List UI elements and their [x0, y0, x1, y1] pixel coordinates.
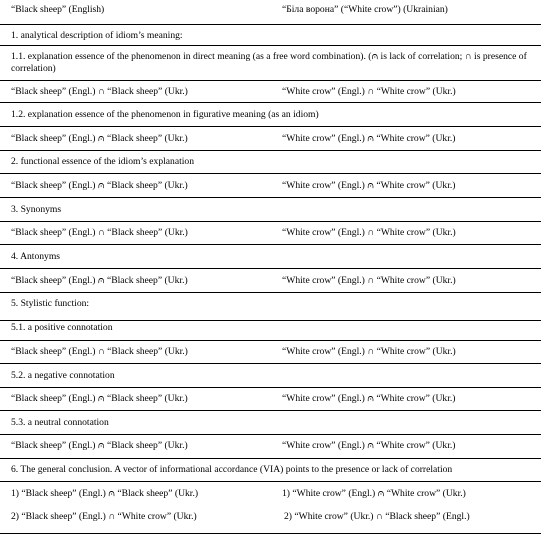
rule — [0, 292, 541, 293]
rule — [0, 197, 541, 198]
section-5-2-heading: 5.2. a negative connotation — [11, 370, 115, 381]
conclusion-1-left: 1) “Black sheep” (Engl.) ⩀ “Black sheep” (Ukr.) — [11, 488, 199, 499]
section-5-1-heading: 5.1. a positive connotation — [11, 322, 113, 333]
section-5-heading: 5. Stylistic function: — [11, 298, 90, 309]
rule — [0, 173, 541, 174]
rule — [0, 80, 541, 81]
row-1-2-left: “Black sheep” (Engl.) ⩀ “Black sheep” (Ukr.) — [11, 133, 188, 144]
row-5-1-left: “Black sheep” (Engl.) ∩ “Black sheep” (Ukr.) — [11, 346, 188, 357]
row-2-left: “Black sheep” (Engl.) ⩀ “Black sheep” (Ukr.) — [11, 180, 188, 191]
section-4-heading: 4. Antonyms — [11, 251, 61, 262]
section-1-heading: 1. analytical description of idiom’s meaning: — [11, 30, 183, 41]
rule — [0, 150, 541, 151]
conclusion-2-right: 2) “White crow” (Ukr.) ∩ “Black sheep” (Engl.) — [284, 511, 470, 522]
rule — [0, 387, 541, 388]
row-4-right: “White crow” (Engl.) ∩ “White crow” (Ukr.) — [282, 275, 456, 286]
rule — [0, 481, 541, 482]
rule — [0, 320, 541, 321]
rule — [0, 434, 541, 435]
row-5-3-right: “White crow” (Engl.) ⩀ “White crow” (Ukr.) — [282, 440, 456, 451]
section-3-heading: 3. Synonyms — [11, 204, 62, 215]
rule — [0, 533, 541, 534]
section-5-3-heading: 5.3. a neutral connotation — [11, 417, 109, 428]
conclusion-1-right: 1) “White crow” (Engl.) ⩀ “White crow” (Ukr.) — [282, 488, 466, 499]
conclusion-2-left: 2) “Black sheep” (Engl.) ∩ “White crow” (Ukr.) — [11, 511, 197, 522]
rule — [0, 102, 541, 103]
row-1-1-right: “White crow” (Engl.) ∩ “White crow” (Ukr.) — [282, 86, 456, 97]
row-5-2-right: “White crow” (Engl.) ⩀ “White crow” (Ukr.) — [282, 393, 456, 404]
row-3-left: “Black sheep” (Engl.) ∩ “Black sheep” (Ukr.) — [11, 227, 188, 238]
row-5-3-left: “Black sheep” (Engl.) ⩀ “Black sheep” (Ukr.) — [11, 440, 188, 451]
row-1-1-left: “Black sheep” (Engl.) ∩ “Black sheep” (Ukr.) — [11, 86, 188, 97]
row-5-2-left: “Black sheep” (Engl.) ⩀ “Black sheep” (Ukr.) — [11, 393, 188, 404]
row-4-left: “Black sheep” (Engl.) ⩀ “Black sheep” (Ukr.) — [11, 275, 188, 286]
rule — [0, 410, 541, 411]
rule — [0, 24, 541, 25]
rule — [0, 340, 541, 341]
row-2-right: “White crow” (Engl.) ⩀ “White crow” (Ukr.) — [282, 180, 456, 191]
rule — [0, 268, 541, 269]
row-1-2-right: “White crow” (Engl.) ⩀ “White crow” (Ukr.) — [282, 133, 456, 144]
rule — [0, 458, 541, 459]
section-1-1-heading: 1.1. explanation essence of the phenomenon in direct meaning (as a free word combination). (⩀ is lack of correlation; ∩ is presence of correlation) — [11, 51, 527, 74]
rule — [0, 126, 541, 127]
section-2-heading: 2. functional essence of the idiom’s explanation — [11, 156, 195, 167]
header-left: “Black sheep” (English) — [11, 4, 105, 15]
row-3-right: “White crow” (Engl.) ∩ “White crow” (Ukr.) — [282, 227, 456, 238]
rule — [0, 45, 541, 46]
rule — [0, 221, 541, 222]
header-right: “Біла ворона” (“White crow”) (Ukrainian) — [282, 4, 448, 15]
rule — [0, 244, 541, 245]
row-5-1-right: “White crow” (Engl.) ∩ “White crow” (Ukr.) — [282, 346, 456, 357]
rule — [0, 363, 541, 364]
section-6-heading: 6. The general conclusion. A vector of informational accordance (VIA) points to the presence or lack of correlation — [11, 464, 453, 475]
section-1-2-heading: 1.2. explanation essence of the phenomenon in figurative meaning (as an idiom) — [11, 109, 319, 120]
